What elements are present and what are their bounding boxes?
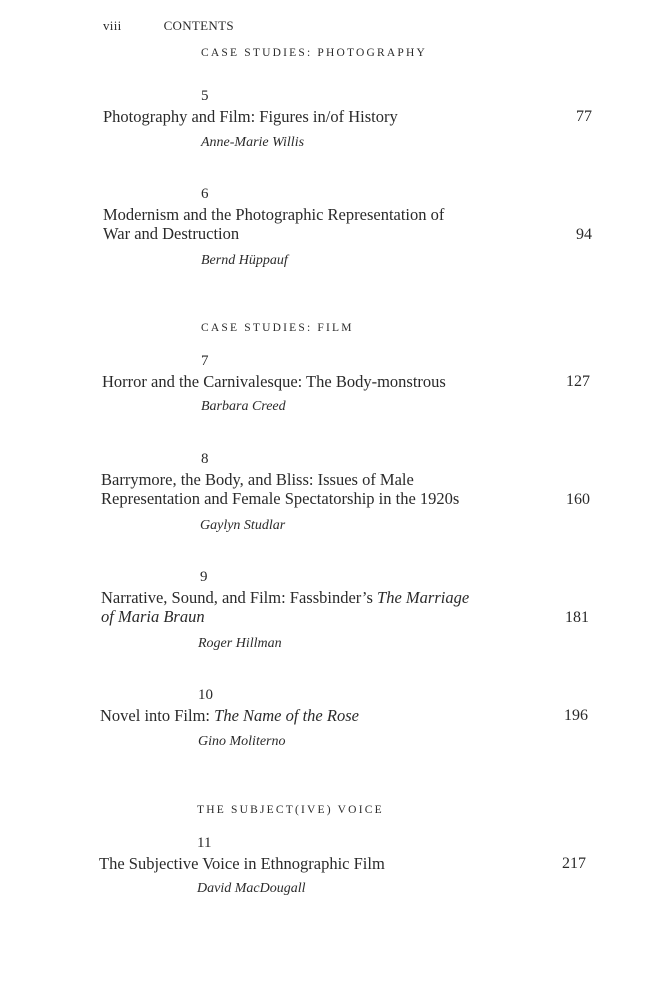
chapter-number: 10 <box>198 687 213 703</box>
chapter-number: 8 <box>201 451 209 467</box>
chapter-page: 181 <box>565 609 589 626</box>
chapter-number: 5 <box>201 88 209 104</box>
chapter-page: 196 <box>564 707 588 724</box>
chapter-author: Roger Hillman <box>198 636 282 651</box>
chapter-page: 127 <box>566 373 590 390</box>
chapter-author: Gino Moliterno <box>198 734 286 749</box>
chapter-title[interactable]: Novel into Film: The Name of the Rose <box>100 706 359 725</box>
chapter-number: 11 <box>197 835 212 851</box>
chapter-author: Barbara Creed <box>201 399 286 414</box>
chapter-title[interactable]: Photography and Film: Figures in/of History <box>103 107 398 126</box>
chapter-author: Anne-Marie Willis <box>201 135 305 150</box>
chapter-title[interactable]: Modernism and the Photographic Representation of War and Destruction <box>103 205 445 243</box>
chapter-number: 9 <box>200 569 208 585</box>
running-header <box>103 18 234 34</box>
chapter-page: 94 <box>576 226 592 243</box>
chapter-number: 7 <box>201 353 209 369</box>
chapter-author: Gaylyn Studlar <box>200 518 286 533</box>
chapter-author: David MacDougall <box>197 881 306 896</box>
chapter-author: Bernd Hüppauf <box>201 253 288 268</box>
chapter-page: 77 <box>576 108 592 125</box>
chapter-title[interactable]: Narrative, Sound, and Film: Fassbinder’s The Marriage of Maria Braun <box>101 588 470 626</box>
header-page-number: viii <box>103 18 122 33</box>
chapter-page: 160 <box>566 491 590 508</box>
section-heading-film: CASE STUDIES: FILM <box>201 322 354 334</box>
chapter-title[interactable]: Horror and the Carnivalesque: The Body-monstrous <box>102 372 446 391</box>
section-heading-subjective-voice: THE SUBJECT(IVE) VOICE <box>197 804 384 816</box>
chapter-title[interactable]: Barrymore, the Body, and Bliss: Issues of Male Representation and Female Spectatorship in the 1920s <box>101 470 460 508</box>
header-title: CONTENTS <box>163 18 234 33</box>
section-heading-photography: CASE STUDIES: PHOTOGRAPHY <box>201 47 428 59</box>
chapter-number: 6 <box>201 186 209 202</box>
chapter-title[interactable]: The Subjective Voice in Ethnographic Film <box>99 854 385 873</box>
chapter-page: 217 <box>562 855 586 872</box>
